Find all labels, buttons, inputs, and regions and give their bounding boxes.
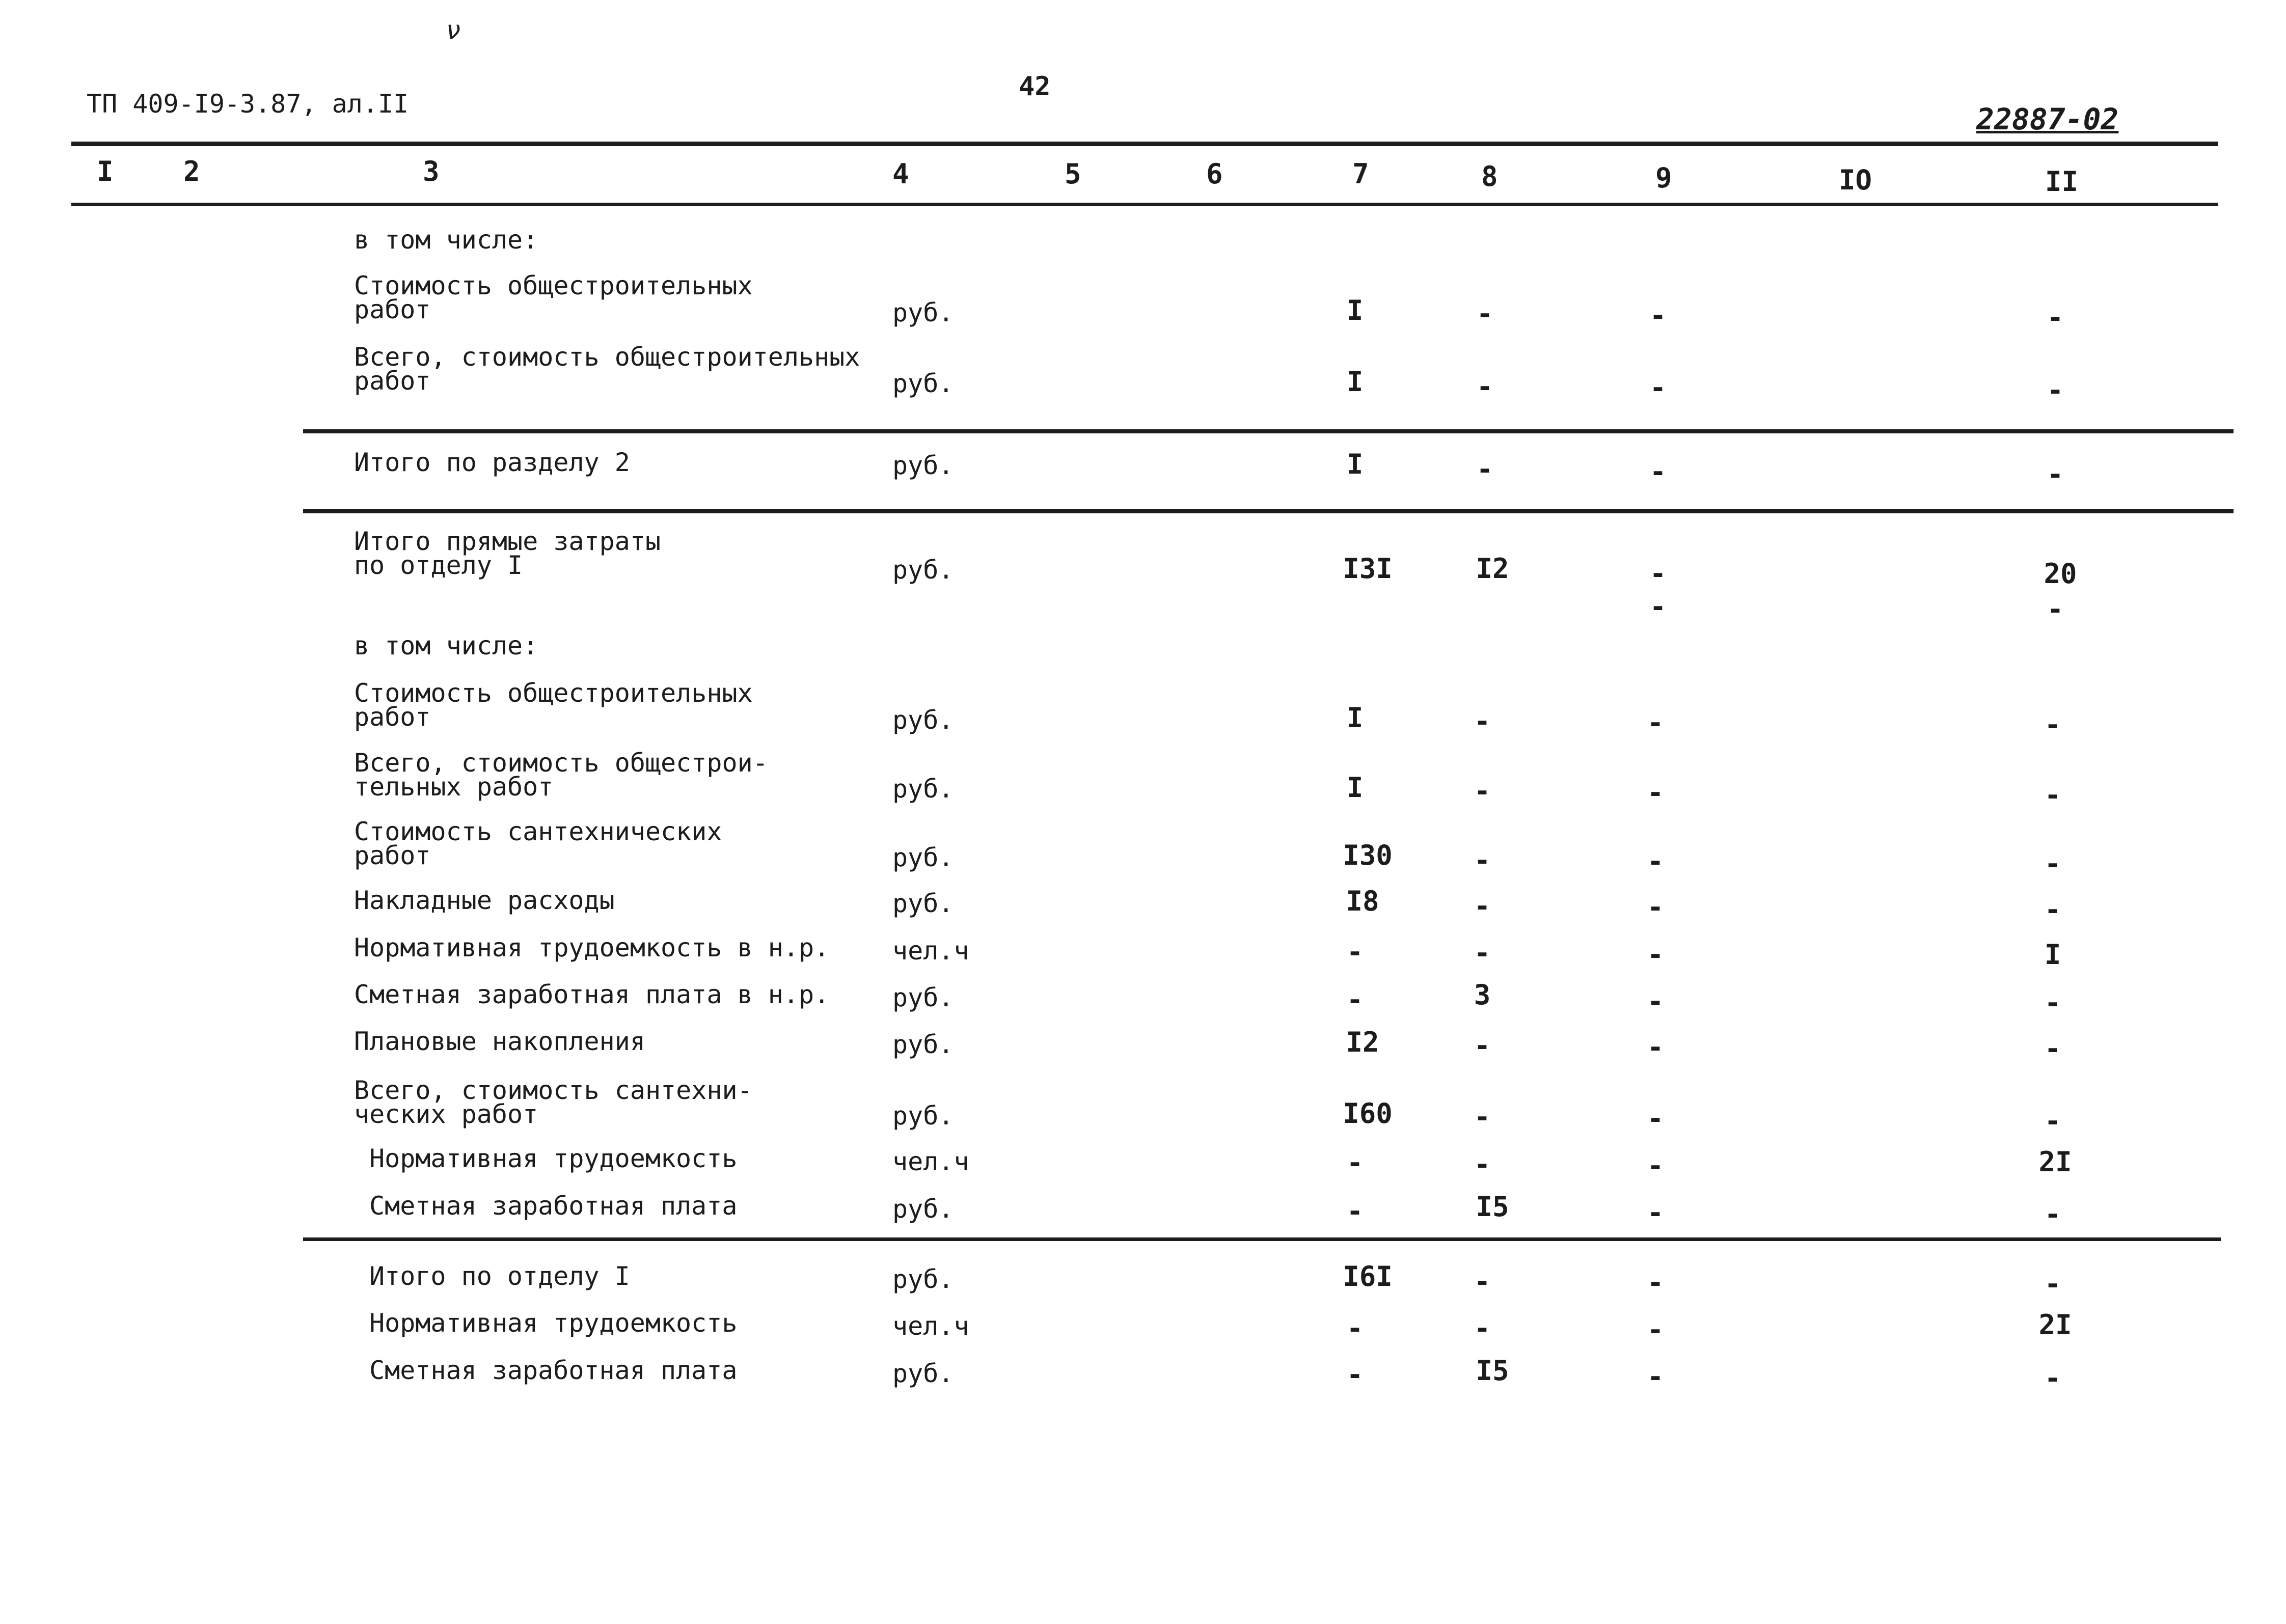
row-unit: руб.: [892, 1194, 954, 1224]
cell-col9: -: [1647, 985, 1664, 1017]
cell-col11: -: [2044, 1033, 2061, 1065]
cell-col11: -: [2044, 709, 2061, 741]
row-unit: руб.: [892, 705, 954, 735]
row-unit: руб.: [892, 1101, 954, 1131]
cell-col8: I2: [1476, 553, 1509, 585]
section-rule: [303, 429, 2234, 433]
cell-col7: -: [1346, 1312, 1364, 1344]
cell-col11: -: [2044, 1362, 2061, 1394]
row-unit: руб.: [892, 1264, 954, 1294]
cell-col9: -: [1649, 299, 1667, 332]
cell-col9: -: [1647, 1103, 1664, 1135]
page-number: 42: [1019, 71, 1051, 102]
cell-col7: I8: [1346, 885, 1379, 917]
column-number: 7: [1352, 158, 1369, 190]
cell-col7: -: [1346, 936, 1364, 968]
row-label: Итого по разделу 2: [354, 448, 630, 477]
cell-col11: 2I: [2038, 1309, 2072, 1341]
cell-col11: -: [2044, 779, 2061, 811]
document-code: ТП 409-I9-3.87, ал.II: [87, 89, 409, 119]
row-unit: руб.: [892, 555, 954, 585]
cell-col7: I6I: [1343, 1260, 1393, 1292]
cell-col8: -: [1476, 371, 1493, 403]
cell-col11-sub: -: [2047, 593, 2064, 625]
cell-col9: -: [1647, 845, 1664, 877]
cell-col9: -: [1647, 1267, 1664, 1299]
cell-col7: I: [1346, 294, 1364, 326]
row-label: Стоимость общестроительных работ: [354, 271, 753, 324]
row-label: Накладные расходы: [354, 886, 615, 915]
row-unit: чел.ч: [892, 1147, 969, 1176]
cell-col8: -: [1474, 844, 1491, 876]
column-number: IO: [1839, 164, 1872, 196]
cell-col8: -: [1474, 1030, 1491, 1062]
cell-col11: -: [2044, 894, 2061, 926]
cell-col9: -: [1647, 707, 1664, 739]
row-label: Сметная заработная плата: [369, 1356, 738, 1385]
row-unit: руб.: [892, 451, 954, 480]
cell-col7: -: [1346, 1195, 1364, 1227]
cell-col8: -: [1476, 298, 1493, 330]
header-top-rule: [71, 142, 2218, 146]
row-unit: руб.: [892, 369, 954, 398]
row-label: Плановые накопления: [354, 1027, 645, 1056]
column-number: 4: [892, 158, 909, 190]
row-label: Нормативная трудоемкость: [369, 1144, 738, 1173]
cell-col11: 20: [2044, 558, 2077, 590]
column-number: 5: [1065, 158, 1081, 190]
cell-col9-sub: -: [1649, 591, 1667, 623]
column-number: 3: [423, 155, 440, 187]
cell-col9: -: [1647, 1314, 1664, 1346]
row-unit: руб.: [892, 298, 954, 327]
cell-col7: I: [1346, 448, 1364, 480]
row-unit: руб.: [892, 1359, 954, 1388]
row-label: в том числе:: [354, 225, 538, 255]
row-label: Нормативная трудоемкость в н.р.: [354, 933, 830, 962]
cell-col8: -: [1474, 1312, 1491, 1344]
cell-col8: -: [1474, 775, 1491, 807]
header-bottom-rule: [71, 203, 2218, 206]
column-number: I: [97, 155, 114, 187]
row-unit: руб.: [892, 983, 954, 1012]
column-number: 6: [1206, 158, 1223, 190]
row-unit: руб.: [892, 774, 954, 804]
cell-col11: -: [2044, 848, 2061, 880]
cell-col9: -: [1647, 939, 1664, 971]
row-unit: чел.ч: [892, 936, 969, 966]
cell-col7: -: [1346, 984, 1364, 1016]
cell-col7: I2: [1346, 1026, 1379, 1058]
cell-col11: -: [2044, 1105, 2061, 1137]
row-label: Сметная заработная плата в н.р.: [354, 980, 830, 1009]
section-rule: [303, 509, 2234, 513]
cell-col8: -: [1474, 1148, 1491, 1180]
row-label: Всего, стоимость общестроительных работ: [354, 342, 860, 396]
cell-col7: -: [1346, 1359, 1364, 1391]
cell-col7: I: [1346, 772, 1364, 804]
inventory-stamp: 22887-02: [1976, 102, 2119, 136]
cell-col11: -: [2047, 458, 2064, 490]
cell-col9: -: [1647, 891, 1664, 923]
cell-col7: I60: [1343, 1097, 1393, 1130]
cell-col8: -: [1474, 890, 1491, 922]
cell-col9: -: [1647, 1361, 1664, 1393]
cell-col8: I5: [1476, 1355, 1509, 1387]
cell-col8: -: [1474, 1265, 1491, 1298]
cell-col11: -: [2044, 987, 2061, 1019]
row-unit: руб.: [892, 889, 954, 918]
cell-col11: 2I: [2038, 1146, 2072, 1178]
row-unit: чел.ч: [892, 1311, 969, 1341]
cell-col7: I30: [1343, 839, 1393, 871]
column-number: 2: [183, 155, 200, 187]
cell-col9: -: [1649, 372, 1667, 404]
cell-col11: -: [2044, 1268, 2061, 1300]
cell-col11: -: [2047, 301, 2064, 334]
cell-col7: I: [1346, 702, 1364, 734]
cell-col11: -: [2047, 374, 2064, 406]
row-label: Стоимость сантехнических работ: [354, 817, 722, 870]
column-number: II: [2045, 166, 2079, 198]
row-label: Сметная заработная плата: [369, 1191, 738, 1221]
row-unit: руб.: [892, 843, 954, 872]
row-unit: руб.: [892, 1030, 954, 1059]
column-number: 9: [1655, 162, 1672, 194]
handwritten-mark: ν: [446, 15, 461, 45]
cell-col11: I: [2044, 939, 2061, 971]
cell-col9: -: [1649, 456, 1667, 488]
cell-col8: 3: [1474, 979, 1491, 1011]
cell-col7: I3I: [1343, 553, 1393, 585]
cell-col9: -: [1647, 1150, 1664, 1182]
cell-col8: -: [1476, 453, 1493, 485]
row-label: Итого по отделу I: [369, 1261, 630, 1291]
cell-col7: -: [1346, 1147, 1364, 1179]
row-label: Нормативная трудоемкость: [369, 1308, 738, 1338]
cell-col9: -: [1647, 1031, 1664, 1063]
cell-col7: I: [1346, 366, 1364, 398]
cell-col11: -: [2044, 1198, 2061, 1230]
cell-col8: -: [1474, 937, 1491, 969]
cell-col8: -: [1474, 1101, 1491, 1133]
column-number: 8: [1481, 160, 1498, 192]
row-label: Всего, стоимость общестрои- тельных работ: [354, 748, 768, 802]
cell-col8: -: [1474, 705, 1491, 737]
cell-col9: -: [1647, 1197, 1664, 1229]
row-label: Стоимость общестроительных работ: [354, 678, 753, 732]
cell-col8: I5: [1476, 1191, 1509, 1223]
row-label: в том числе:: [354, 631, 538, 660]
section-rule: [303, 1237, 2221, 1241]
cell-col9: -: [1647, 777, 1664, 809]
row-label: Всего, стоимость сантехни- ческих работ: [354, 1076, 753, 1129]
cell-col9: -: [1649, 558, 1667, 590]
row-label: Итого прямые затраты по отделу I: [354, 527, 661, 580]
